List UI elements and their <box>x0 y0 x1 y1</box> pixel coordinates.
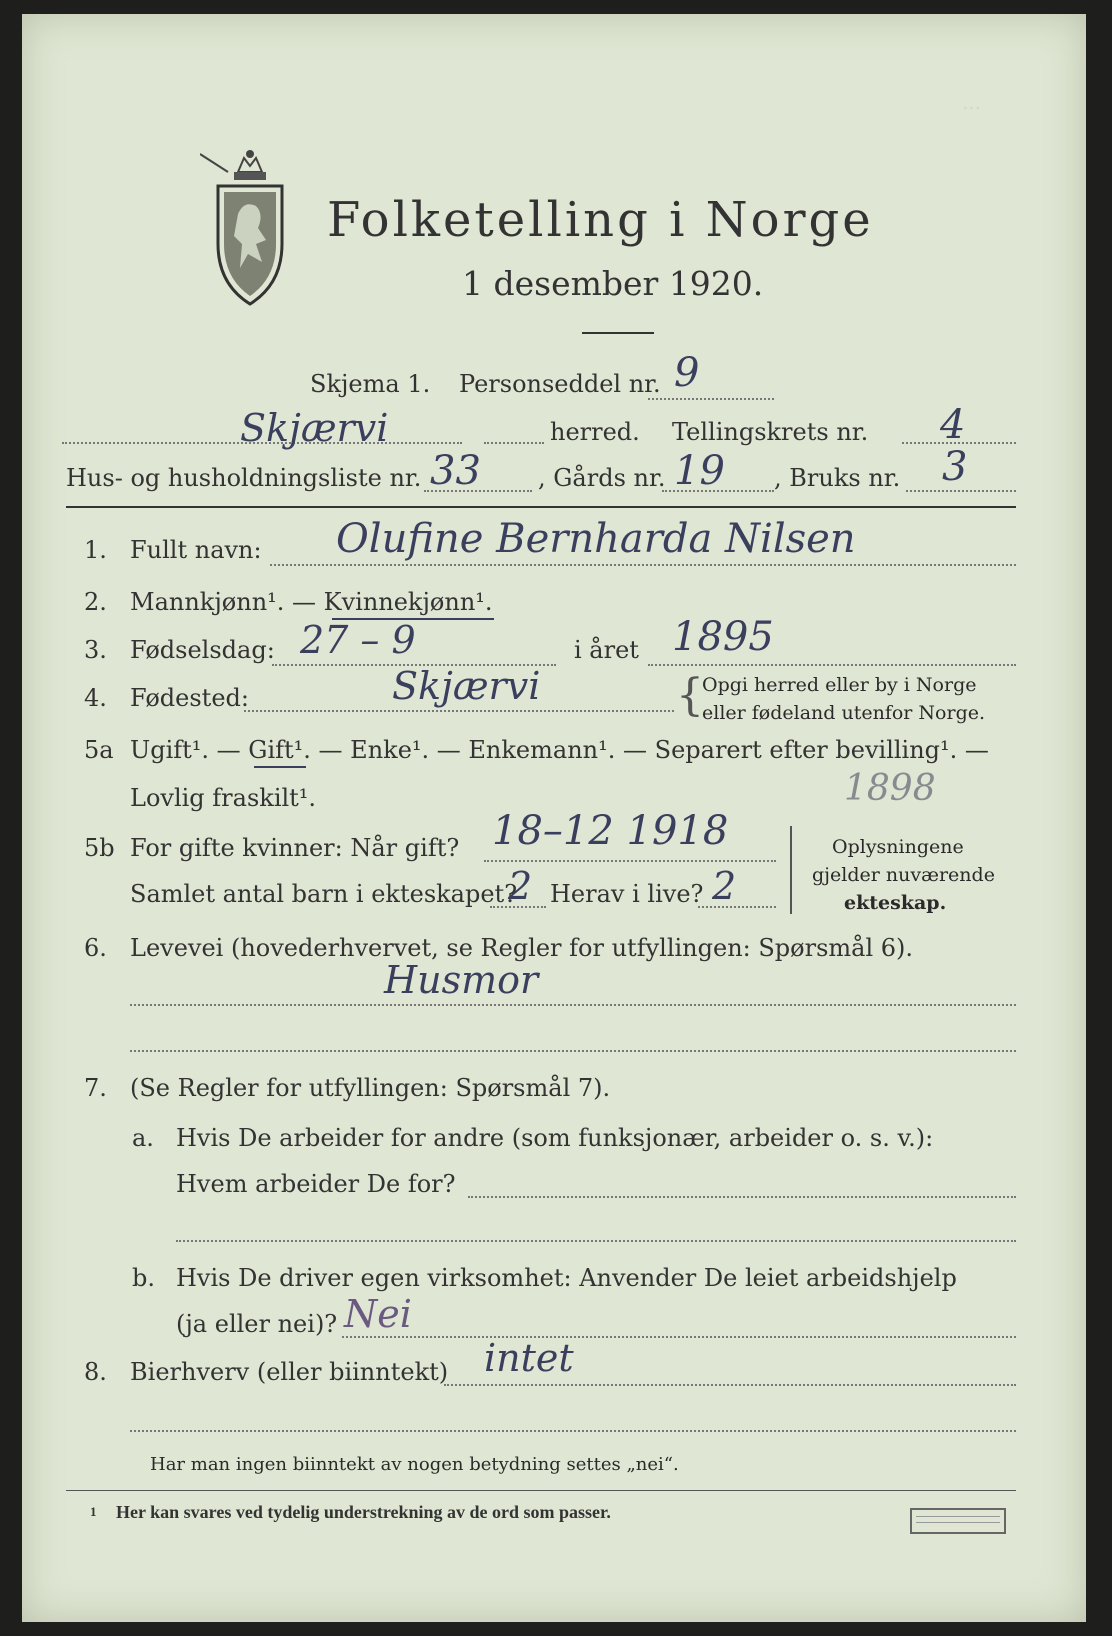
q3-label: Fødselsdag: <box>130 636 275 664</box>
q4-note-line2: eller fødeland utenfor Norge. <box>702 702 986 724</box>
q4-value[interactable]: Skjærvi <box>392 664 541 708</box>
bruks-line <box>906 490 1016 492</box>
skjema-label: Skjema 1. <box>310 370 431 398</box>
census-date: 1 desember 1920. <box>462 264 764 303</box>
husliste-label: Hus- og husholdningsliste nr. <box>66 464 422 492</box>
bottom-note: Har man ingen biinntekt av nogen betydning settes „nei“. <box>150 1454 679 1475</box>
gards-value[interactable]: 19 <box>674 448 725 494</box>
bruks-label: , Bruks nr. <box>774 464 901 492</box>
q5b-line <box>484 860 776 862</box>
q7-label: (Se Regler for utfyllingen: Spørsmål 7). <box>130 1074 611 1102</box>
gards-label: , Gårds nr. <box>538 464 666 492</box>
norwegian-coat-of-arms-icon <box>200 144 300 314</box>
q2-label: Mannkjønn¹. — Kvinnekjønn¹. <box>130 588 493 616</box>
q5b-value[interactable]: 18–12 1918 <box>492 808 729 854</box>
q5b-number: 5b <box>84 834 115 862</box>
q5a-number: 5a <box>84 736 114 764</box>
q5b-note-line3: ekteskap. <box>844 892 947 914</box>
q3-year-line <box>648 664 1016 666</box>
footnote-rule <box>66 1490 1016 1491</box>
personseddel-label: Personseddel nr. <box>459 370 661 398</box>
personseddel-value[interactable]: 9 <box>674 350 700 396</box>
q5b-children[interactable]: 2 <box>508 864 533 908</box>
q7a-line1 <box>468 1196 1016 1198</box>
q7a-label: Hvis De arbeider for andre (som funksjonær, arbeider o. s. v.): <box>176 1124 934 1152</box>
q7b-label: Hvis De driver egen virksomhet: Anvender De leiet arbeidshjelp <box>176 1264 957 1292</box>
q3-number: 3. <box>84 636 107 664</box>
q8-line2 <box>130 1430 1016 1432</box>
herred-label: herred. <box>550 418 640 446</box>
herred-line-right <box>484 442 544 444</box>
q1-line <box>270 564 1016 566</box>
q7b-label-line2: (ja eller nei)? <box>176 1310 338 1338</box>
q5a-label-line2: Lovlig fraskilt¹. <box>130 784 317 812</box>
q4-label: Fødested: <box>130 684 249 712</box>
q3-year-value[interactable]: 1895 <box>672 614 774 660</box>
herred-value[interactable]: Skjærvi <box>240 406 389 450</box>
tellingskrets-value[interactable]: 4 <box>940 402 966 448</box>
q7a-label-line2: Hvem arbeider De for? <box>176 1170 456 1198</box>
q7b-value[interactable]: Nei <box>344 1292 412 1336</box>
q6-label: Levevei (hovederhvervet, se Regler for utfyllingen: Spørsmål 6). <box>130 934 914 962</box>
q3-value[interactable]: 27 – 9 <box>300 618 416 662</box>
q6-value[interactable]: Husmor <box>384 958 539 1002</box>
footnote-marker: 1 <box>90 1504 97 1519</box>
q4-number: 4. <box>84 684 107 712</box>
q3-year-label: i året <box>574 636 639 664</box>
q5a-underline <box>254 766 306 768</box>
header-rule <box>66 506 1016 508</box>
bruks-value[interactable]: 3 <box>942 444 968 490</box>
q7b-letter: b. <box>132 1264 155 1292</box>
q8-value[interactable]: intet <box>484 1336 574 1380</box>
q5b-children-label: Samlet antal barn i ekteskapet? <box>130 880 518 908</box>
q5b-label: For gifte kvinner: Når gift? <box>130 834 460 862</box>
q5b-alive-line <box>698 906 776 908</box>
printer-stamp <box>910 1508 1006 1534</box>
q5b-alive[interactable]: 2 <box>712 864 737 908</box>
q5a-pencil-note: 1898 <box>844 768 936 809</box>
q8-line1 <box>444 1384 1016 1386</box>
bleed-through-text: … <box>962 92 981 114</box>
q5b-note-line2: gjelder nuværende <box>812 864 995 886</box>
q8-number: 8. <box>84 1358 107 1386</box>
q1-value[interactable]: Olufine Bernharda Nilsen <box>336 516 856 562</box>
q7a-letter: a. <box>132 1124 154 1152</box>
q5b-bracket <box>790 826 792 914</box>
husliste-value[interactable]: 33 <box>430 448 481 494</box>
q1-label: Fullt navn: <box>130 536 262 564</box>
form-title: Folketelling i Norge <box>327 192 874 248</box>
q5b-alive-label: Herav i live? <box>550 880 704 908</box>
q1-number: 1. <box>84 536 107 564</box>
q8-label: Bierhverv (eller biinntekt) <box>130 1358 449 1386</box>
q5b-note-line1: Oplysningene <box>832 836 964 858</box>
tellingskrets-label: Tellingskrets nr. <box>672 418 869 446</box>
q7b-line <box>342 1336 1016 1338</box>
q6-line1 <box>130 1004 1016 1006</box>
personseddel-line <box>648 398 774 400</box>
q2-number: 2. <box>84 588 107 616</box>
q6-number: 6. <box>84 934 107 962</box>
q7-number: 7. <box>84 1074 107 1102</box>
footnote-text: Her kan svares ved tydelig understrekning av de ord som passer. <box>116 1502 611 1522</box>
q4-line <box>244 710 674 712</box>
q7a-line2 <box>176 1240 1016 1242</box>
census-form <box>22 14 1086 1622</box>
title-divider <box>582 332 654 334</box>
q4-brace: { <box>676 670 704 721</box>
q4-note-line1: Opgi herred eller by i Norge <box>702 674 977 696</box>
q5a-label: Ugift¹. — Gift¹. — Enke¹. — Enkemann¹. — Separert efter bevilling¹. — <box>130 736 989 764</box>
q6-line2 <box>130 1050 1016 1052</box>
